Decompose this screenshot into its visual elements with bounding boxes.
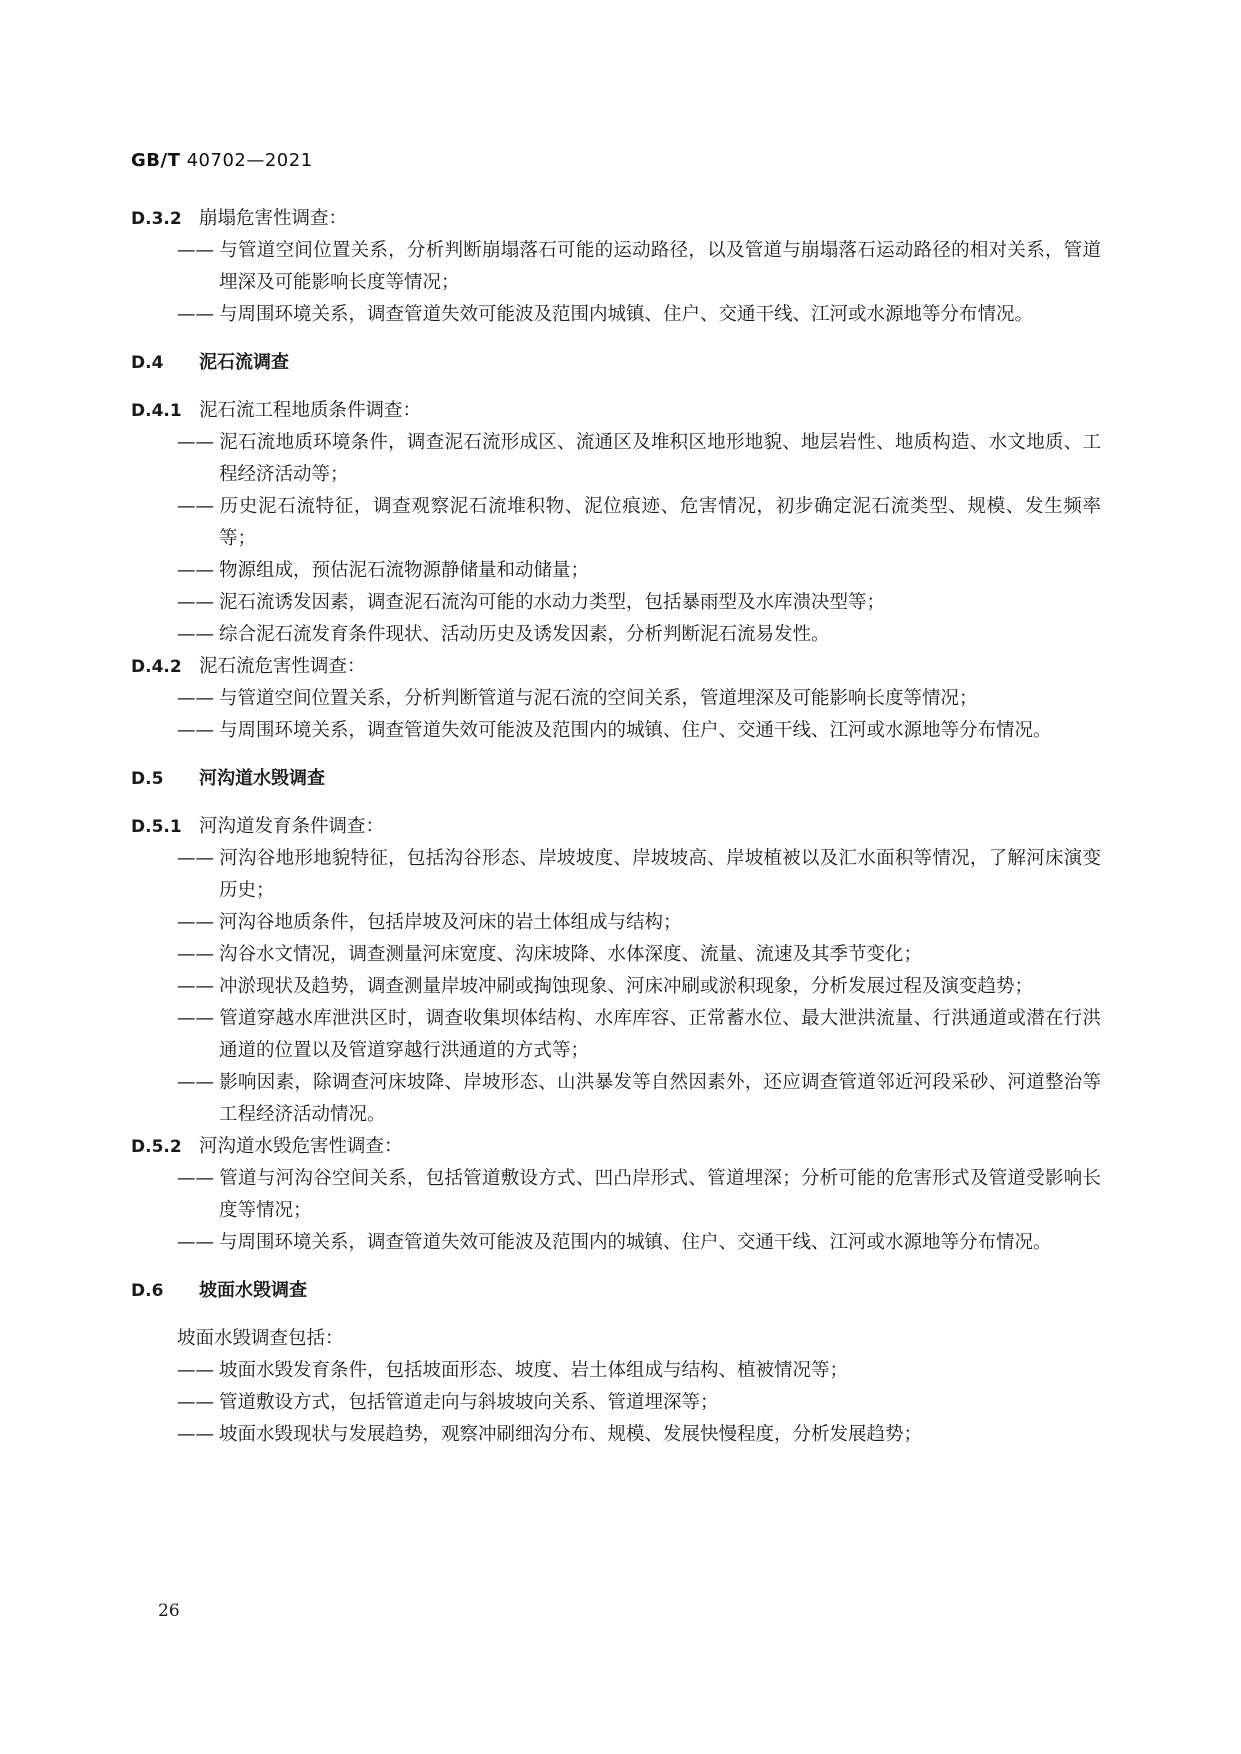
clause-number: D.4.2 [131,657,182,677]
section-number: D.4 [131,353,164,373]
section-heading [131,347,1101,379]
list-item: —— 管道敷设方式，包括管道走向与斜坡坡向关系、管道埋深等； [177,1392,719,1413]
list-item: —— 管道穿越水库泄洪区时，调查收集坝体结构、水库库容、正常蓄水位、最大泄洪流量、行洪通道或潜在行洪通道的位置以及管道穿越行洪通道的方式等； [177,1008,1101,1061]
clause-heading [131,1131,1101,1163]
standard-number: 40702—2021 [186,150,313,171]
section-heading [131,1275,1101,1307]
clause-heading [131,203,1101,235]
list-item: —— 与周围环境关系，调查管道失效可能波及范围内的城镇、住户、交通干线、江河或水源地等分布情况。 [177,1232,1052,1253]
list-item: —— 综合泥石流发育条件现状、活动历史及诱发因素，分析判断泥石流易发性。 [177,624,830,645]
list-item: —— 与管道空间位置关系，分析判断崩塌落石可能的运动路径，以及管道与崩塌落石运动路径的相对关系，管道埋深及可能影响长度等情况； [177,240,1101,293]
list-item: —— 泥石流地质环境条件，调查泥石流形成区、流通区及堆积区地形地貌、地层岩性、地质构造、水文地质、工程经济活动等； [177,432,1101,485]
page-number: 26 [158,1601,180,1621]
list-item: —— 与周围环境关系，调查管道失效可能波及范围内城镇、住户、交通干线、江河或水源地等分布情况。 [177,304,1034,325]
list-item: —— 坡面水毁现状与发展趋势，观察冲刷细沟分布、规模、发展快慢程度，分析发展趋势； [177,1424,923,1445]
list-item: —— 河沟谷地质条件，包括岸坡及河床的岩土体组成与结构； [177,912,682,933]
section-title: 河沟道水毁调查 [199,768,325,789]
list-item: —— 历史泥石流特征，调查观察泥石流堆积物、泥位痕迹、危害情况，初步确定泥石流类型、规模、发生频率等； [177,496,1101,549]
clause-heading [131,651,1101,683]
standard-prefix: GB/T [131,150,181,171]
clause-title: 泥石流危害性调查： [199,656,366,677]
clause-title: 泥石流工程地质条件调查： [199,400,422,421]
clause-title: 河沟道水毁危害性调查： [199,1136,403,1157]
list-item: —— 物源组成，预估泥石流物源静储量和动储量； [177,560,590,581]
clause-title: 河沟道发育条件调查： [199,816,385,837]
list-item: —— 与管道空间位置关系，分析判断管道与泥石流的空间关系，管道埋深及可能影响长度等情况； [177,688,978,709]
list-item: —— 坡面水毁发育条件，包括坡面形态、坡度、岩土体组成与结构、植被情况等； [177,1360,849,1381]
clause-heading [131,395,1101,427]
list-item: —— 与周围环境关系，调查管道失效可能波及范围内的城镇、住户、交通干线、江河或水源地等分布情况。 [177,720,1052,741]
clause-number: D.3.2 [131,209,182,229]
section-number: D.5 [131,769,164,789]
section-title: 泥石流调查 [199,352,289,373]
clause-heading [131,811,1101,843]
section-number: D.6 [131,1281,164,1301]
section-title: 坡面水毁调查 [199,1280,307,1301]
list-item: —— 冲淤现状及趋势，调查测量岸坡冲刷或掏蚀现象、河床冲刷或淤积现象，分析发展过程及演变趋势； [177,976,1034,997]
clause-number: D.4.1 [131,401,182,421]
list-item: —— 泥石流诱发因素，调查泥石流沟可能的水动力类型，包括暴雨型及水库溃决型等； [177,592,886,613]
section-heading [131,763,1101,795]
list-item: —— 沟谷水文情况，调查测量河床宽度、沟床坡降、水体深度、流量、流速及其季节变化； [177,944,923,965]
intro-paragraph: 坡面水毁调查包括： [177,1328,344,1349]
list-item: —— 管道与河沟谷空间关系，包括管道敷设方式、凹凸岸形式、管道埋深；分析可能的危害形式及管道受影响长度等情况； [177,1168,1101,1221]
list-item: —— 河沟谷地形地貌特征，包括沟谷形态、岸坡坡度、岸坡坡高、岸坡植被以及汇水面积等情况，了解河床演变历史； [177,848,1101,901]
clause-number: D.5.2 [131,1137,182,1157]
list-item: —— 影响因素，除调查河床坡降、岸坡形态、山洪暴发等自然因素外，还应调查管道邻近河段采砂、河道整治等工程经济活动情况。 [177,1072,1101,1125]
clause-title: 崩塌危害性调查： [199,208,348,229]
clause-number: D.5.1 [131,817,182,837]
document-body [131,203,1101,1451]
standard-header [131,150,313,171]
